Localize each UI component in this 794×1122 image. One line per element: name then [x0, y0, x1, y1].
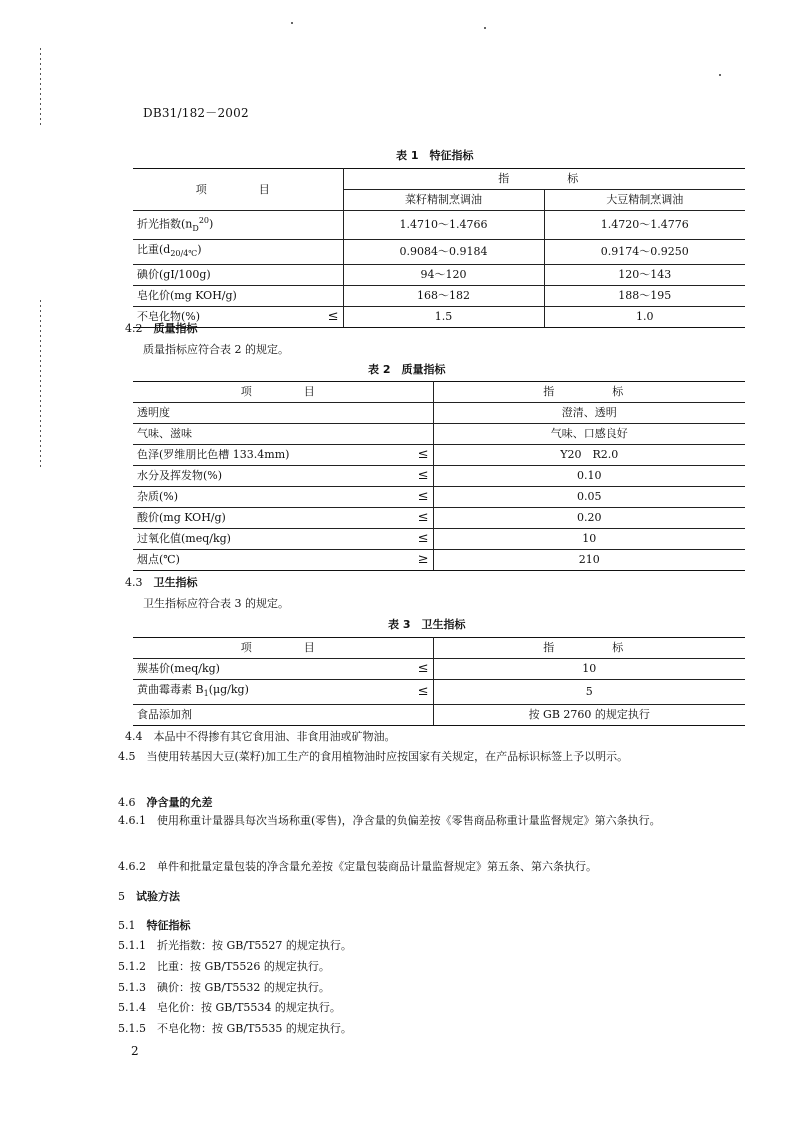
table-row: [133, 403, 745, 424]
table2: [133, 381, 745, 571]
section-4-3-heading: 4.3 卫生指标: [125, 576, 198, 589]
table2-item: 过氧化值(meq/kg): [133, 529, 383, 550]
list-item: 5.1.4 皂化价：按 GB/T5534 的规定执行。: [118, 1001, 341, 1014]
section-4-4: 4.4 本品中不得掺有其它食用油、非食用油或矿物油。: [125, 730, 396, 743]
table-row: [133, 659, 745, 680]
table-row: [133, 307, 745, 328]
section-4-6-2: 4.6.2 单件和批量定量包装的净含量允差按《定量包装商品计量监督规定》第五条、第六条执行。: [118, 860, 597, 873]
table1: [133, 168, 745, 328]
table3-caption: 表 3 卫生指标: [388, 618, 466, 631]
table1-item: 比重$(d_{20/4℃})$: [133, 239, 343, 264]
table2-item: 酸价(mg KOH/g): [133, 508, 383, 529]
table1-item: 皂化价(mg KOH/g): [133, 286, 343, 307]
table-row: [133, 508, 745, 529]
section-4-2-heading: 4.2 质量指标: [125, 322, 198, 335]
less-equal-symbol: ≤: [383, 445, 433, 466]
less-equal-symbol: ≤: [383, 466, 433, 487]
less-equal-symbol: ≤: [383, 508, 433, 529]
table3-item-header: 项 目: [133, 638, 433, 659]
table2-value: 210: [433, 550, 745, 571]
list-item: 5.1.5 不皂化物：按 GB/T5535 的规定执行。: [118, 1022, 352, 1035]
table2-item: 色泽(罗维朋比色槽 133.4mm): [133, 445, 383, 466]
table3-value: 按 GB 2760 的规定执行: [433, 705, 745, 726]
table-row: [133, 445, 745, 466]
table-row: [133, 211, 745, 240]
table2-value: 0.05: [433, 487, 745, 508]
table1-value-2: 1.0: [544, 307, 745, 328]
table-row: [133, 680, 745, 705]
section-5-heading: 5 试验方法: [118, 890, 180, 903]
section-4-2-text: 质量指标应符合表 2 的规定。: [143, 343, 289, 356]
section-4-5: 4.5 当使用转基因大豆(菜籽)加工生产的食用植物油时应按国家有关规定，在产品标识标签上予以明示。: [118, 750, 629, 763]
greater-equal-symbol: ≥: [383, 550, 433, 571]
table-row: [133, 529, 745, 550]
table1-value-2: 188～195: [544, 286, 745, 307]
table-row: [133, 286, 745, 307]
table2-symbol: [383, 424, 433, 445]
table3-item: 羰基价(meq/kg): [133, 659, 383, 680]
table2-item: 透明度: [133, 403, 383, 424]
table2-item: 水分及挥发物(%): [133, 466, 383, 487]
less-equal-symbol: ≤: [303, 307, 343, 328]
table1-item: 不皂化物(%): [133, 307, 303, 328]
table1-value-2: 1.4720～1.4776: [544, 211, 745, 240]
table3-item: 食品添加剂: [133, 705, 383, 726]
binding-edge-marks: [40, 48, 41, 128]
table3-symbol: [383, 705, 433, 726]
table2-value: 澄清、透明: [433, 403, 745, 424]
scan-speck: [484, 27, 486, 29]
list-item: 5.1.2 比重：按 GB/T5526 的规定执行。: [118, 960, 330, 973]
table2-symbol: [383, 403, 433, 424]
table1-value-1: 1.4710～1.4766: [343, 211, 544, 240]
table3-value: 5: [433, 680, 745, 705]
document-id: DB31/182－2002: [143, 106, 249, 120]
table2-value: 0.10: [433, 466, 745, 487]
table1-value-1: 94～120: [343, 265, 544, 286]
table2-item: 烟点(℃): [133, 550, 383, 571]
table1-value-1: 168～182: [343, 286, 544, 307]
table2-item: 杂质(%): [133, 487, 383, 508]
table3: [133, 637, 745, 726]
table-row: [133, 424, 745, 445]
table1-item: 碘价(gI/100g): [133, 265, 343, 286]
table-row: [133, 705, 745, 726]
table1-value-2: 0.9174～0.9250: [544, 239, 745, 264]
less-equal-symbol: ≤: [383, 529, 433, 550]
table3-item: 黄曲霉毒素 $B_1(\mu g/kg)$: [133, 680, 383, 705]
table-row: [133, 550, 745, 571]
table2-value: 10: [433, 529, 745, 550]
section-4-3-text: 卫生指标应符合表 3 的规定。: [143, 597, 289, 610]
scan-speck: [719, 74, 721, 76]
table1-value-2: 120～143: [544, 265, 745, 286]
table1-index-header: 指 标: [343, 169, 745, 190]
less-equal-symbol: ≤: [383, 659, 433, 680]
section-4-6-heading: 4.6 净含量的允差: [118, 796, 213, 809]
table1-item-header: 项 目: [133, 169, 343, 211]
list-item: 5.1.1 折光指数：按 GB/T5527 的规定执行。: [118, 939, 352, 952]
table3-index-header: 指 标: [433, 638, 745, 659]
less-equal-symbol: ≤: [383, 680, 433, 705]
table2-item-header: 项 目: [133, 382, 433, 403]
table2-value: 0.20: [433, 508, 745, 529]
table1-value-1: 1.5: [343, 307, 544, 328]
list-item: 5.1.3 碘价：按 GB/T5532 的规定执行。: [118, 981, 330, 994]
table2-item: 气味、滋味: [133, 424, 383, 445]
table1-item: 折光指数$(n_D^{20})$: [133, 211, 343, 240]
page-number: 2: [131, 1044, 139, 1058]
table2-index-header: 指 标: [433, 382, 745, 403]
table-row: [133, 466, 745, 487]
section-5-1-heading: 5.1 特征指标: [118, 919, 191, 932]
table-row: [133, 487, 745, 508]
table-row: [133, 265, 745, 286]
section-4-6-1: 4.6.1 使用称重计量器具每次当场称重(零售)，净含量的负偏差按《零售商品称重计量监督规定》第六条执行。: [118, 814, 661, 827]
less-equal-symbol: ≤: [383, 487, 433, 508]
table1-col1-header: 菜籽精制烹调油: [343, 190, 544, 211]
table1-caption: 表 1 特征指标: [396, 149, 474, 162]
scan-speck: [291, 22, 293, 24]
table2-value: Y20 R2.0: [433, 445, 745, 466]
table3-value: 10: [433, 659, 745, 680]
binding-edge-marks: [40, 300, 41, 470]
table2-caption: 表 2 质量指标: [368, 363, 446, 376]
table-row: [133, 239, 745, 264]
table2-value: 气味、口感良好: [433, 424, 745, 445]
table1-value-1: 0.9084～0.9184: [343, 239, 544, 264]
table1-col2-header: 大豆精制烹调油: [544, 190, 745, 211]
